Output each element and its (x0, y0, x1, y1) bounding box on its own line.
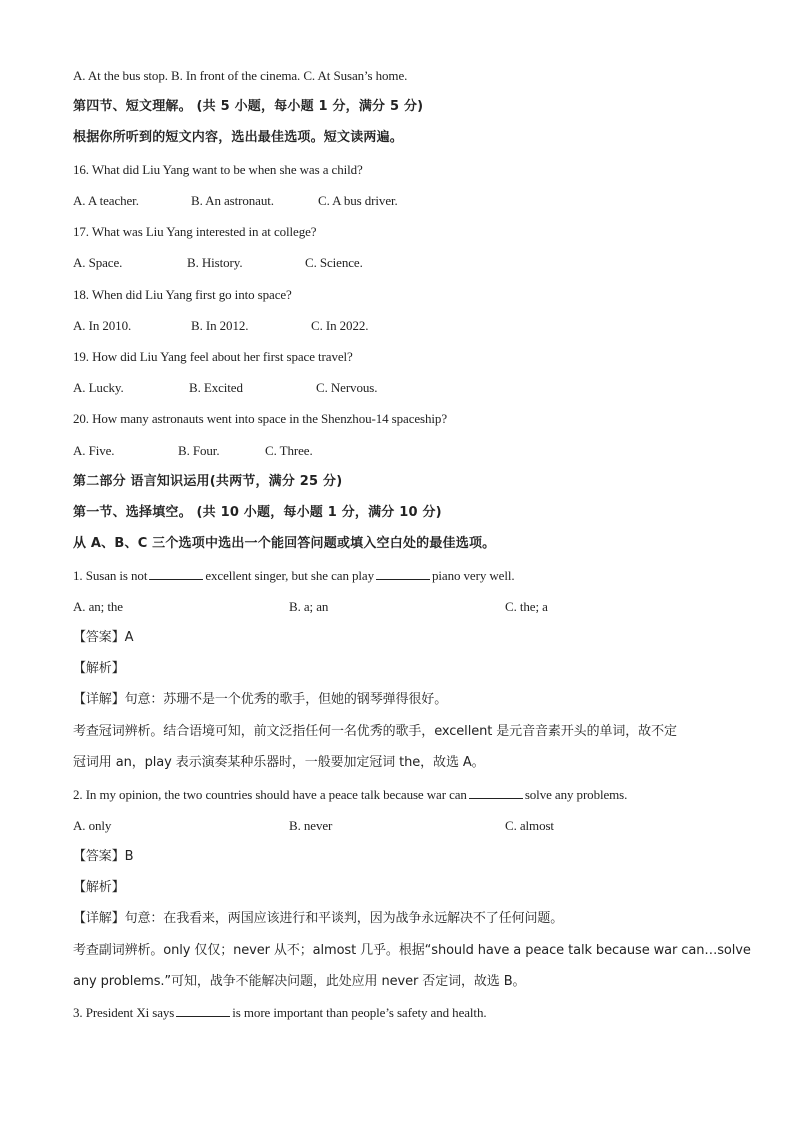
q18-option-c: C. In 2022. (311, 318, 369, 333)
q16-options (73, 192, 398, 210)
q20-option-b: B. Four. (178, 443, 220, 458)
section-instruction: 根据你所听到的短文内容，选出最佳选项。短文读两遍。 (73, 130, 404, 145)
question-17: 17. What was Liu Yang interested in at college? (73, 224, 317, 239)
explanation-2b: any problems.”可知，战争不能解决问题，此处应用 never 否定词，故选 B。 (73, 974, 526, 989)
q17-options (73, 254, 363, 272)
question-19: 19. How did Liu Yang feel about her first space travel? (73, 349, 353, 364)
question-2 (73, 786, 627, 804)
q19-options (73, 379, 377, 397)
blank-line (469, 786, 523, 799)
q2-text-end: solve any problems. (524, 787, 628, 802)
explanation-1a: 考查冠词辨析。结合语境可知，前文泛指任何一名优秀的歌手，excellent 是元音音素开头的单词，故不定 (73, 724, 677, 739)
q2-options (73, 817, 554, 835)
q16-option-c: C. A bus driver. (318, 193, 398, 208)
q2-option-b: B. never (289, 818, 333, 833)
question-16: 16. What did Liu Yang want to be when she was a child? (73, 162, 363, 177)
question-1 (73, 567, 515, 585)
q19-option-b: B. Excited (189, 380, 243, 395)
q15-options: A. At the bus stop. B. In front of the cinema. C. At Susan’s home. (73, 68, 408, 83)
q3-text-end: is more important than people’s safety and health. (232, 1005, 487, 1020)
question-20: 20. How many astronauts went into space in the Shenzhou-14 spaceship? (73, 411, 447, 426)
question-18: 18. When did Liu Yang first go into space? (73, 287, 292, 302)
q3-text-start: 3. President Xi says (73, 1005, 175, 1020)
q1-option-a: A. an; the (73, 599, 123, 614)
section-instruction-2: 从 A、B、C 三个选项中选出一个能回答问题或填入空白处的最佳选项。 (73, 536, 496, 551)
q1-options (73, 598, 548, 616)
detail-1: 【详解】句意：苏珊不是一个优秀的歌手，但她的钢琴弹得很好。 (73, 692, 448, 707)
section-heading-1: 第一节、选择填空。 (共 10 小题，每小题 1 分，满分 10 分) (73, 505, 442, 520)
q1-text-start: 1. Susan is not (73, 568, 148, 583)
section-heading-4: 第四节、短文理解。 (共 5 小题，每小题 1 分，满分 5 分) (73, 99, 424, 114)
blank-line (149, 567, 203, 580)
q2-text-start: 2. In my opinion, the two countries should have a peace talk because war can (73, 787, 467, 802)
q16-option-b: B. An astronaut. (191, 193, 274, 208)
q1-text-middle: excellent singer, but she can play (205, 568, 374, 583)
blank-line (376, 567, 430, 580)
q1-text-end: piano very well. (431, 568, 515, 583)
q2-option-a: A. only (73, 818, 112, 833)
answer-2: 【答案】B (73, 849, 134, 864)
q19-option-a: A. Lucky. (73, 380, 124, 395)
detail-2: 【详解】句意：在我看来，两国应该进行和平谈判，因为战争永远解决不了任何问题。 (73, 911, 564, 926)
question-3 (73, 1004, 487, 1022)
explanation-2a: 考查副词辨析。only 仅仅；never 从不；almost 几乎。根据“should have a peace talk because war can…solve (73, 943, 751, 958)
q19-option-c: C. Nervous. (316, 380, 378, 395)
q20-option-a: A. Five. (73, 443, 115, 458)
analysis-label-1: 【解析】 (73, 661, 125, 676)
q17-option-c: C. Science. (305, 255, 363, 270)
answer-1: 【答案】A (73, 630, 134, 645)
q1-option-b: B. a; an (289, 599, 329, 614)
q17-option-b: B. History. (187, 255, 243, 270)
blank-line (176, 1004, 230, 1017)
q20-options (73, 442, 313, 460)
q18-option-a: A. In 2010. (73, 318, 132, 333)
part-two-heading: 第二部分 语言知识运用(共两节，满分 25 分) (73, 474, 343, 489)
q1-option-c: C. the; a (505, 599, 548, 614)
q16-option-a: A. A teacher. (73, 193, 139, 208)
explanation-1b: 冠词用 an，play 表示演奏某种乐器时，一般要加定冠词 the，故选 A。 (73, 755, 485, 770)
q2-option-c: C. almost (505, 818, 554, 833)
analysis-label-2: 【解析】 (73, 880, 125, 895)
q18-option-b: B. In 2012. (191, 318, 249, 333)
q20-option-c: C. Three. (265, 443, 313, 458)
q17-option-a: A. Space. (73, 255, 123, 270)
q18-options (73, 317, 368, 335)
